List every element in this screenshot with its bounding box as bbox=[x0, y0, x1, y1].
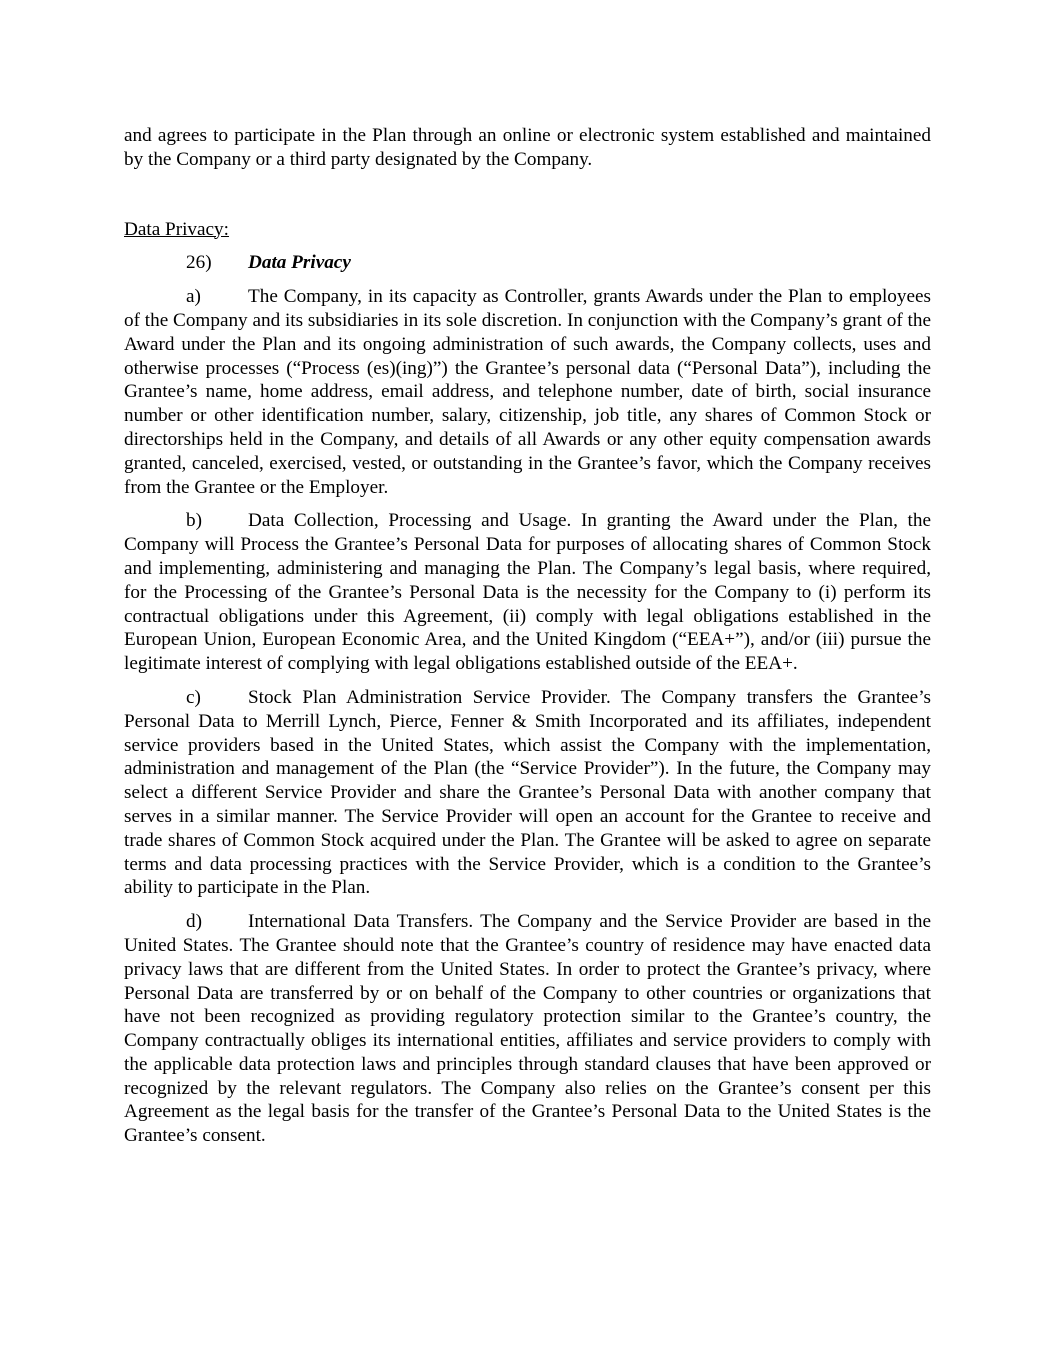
paragraph-marker: c) bbox=[186, 686, 201, 708]
section-number: 26) bbox=[186, 252, 212, 274]
paragraph-b bbox=[124, 509, 931, 676]
paragraph-marker: a) bbox=[186, 286, 201, 308]
paragraph-marker: b) bbox=[186, 510, 202, 532]
paragraph-d bbox=[124, 910, 931, 1148]
paragraph-marker: d) bbox=[186, 911, 202, 933]
section-label: Data Privacy: bbox=[124, 218, 229, 240]
paragraph-text: International Data Transfers. The Company and the Service Provider are based in the United States. The Grantee should note that the Grantee’s country of residence may have enacted data privacy laws that are different from the United States. In order to protect the Grantee’s privacy, where Personal Data are transferred by or on behalf of the Company to other countries or organizations that have not been recognized as providing regulatory protection similar to the Grantee’s country, the Company contractually obliges its international entities, affiliates and service providers to comply with the applicable data protection laws and principles through standard clauses that have been approved or recognized by the relevant regulators. The Company also relies on the Grantee’s consent per this Agreement as the legal basis for the transfer of the Grantee’s Personal Data to the United States is the Grantee’s consent. bbox=[124, 911, 931, 1147]
paragraph-text: Data Collection, Processing and Usage. In granting the Award under the Plan, the Company will Process the Grantee’s Personal Data for purposes of allocating shares of Common Stock and implementing, administering and managing the Plan. The Company’s legal basis, where required, for the Processing of the Grantee’s Personal Data is the necessity for the Company to (i) perform its contractual obligations under this Agreement, (ii) comply with legal obligations established in the European Union, European Economic Area, and the United Kingdom (“EEA+”), and/or (iii) pursue the legitimate interest of complying with legal obligations established outside of the EEA+. bbox=[124, 510, 931, 675]
paragraph-text: Stock Plan Administration Service Provider. The Company transfers the Grantee’s Personal Data to Merrill Lynch, Pierce, Fenner & Smith Incorporated and its affiliates, independent service providers based in the United States, which assist the Company with the implementation, administration and management of the Plan (the “Service Provider”). In the future, the Company may select a different Service Provider and share the Grantee’s Personal Data with another company that serves in a similar manner. The Service Provider will open an account for the Grantee to receive and trade shares of Common Stock acquired under the Plan. The Grantee will be asked to agree on separate terms and data processing practices with the Service Provider, which is a condition to the Grantee’s ability to participate in the Plan. bbox=[124, 686, 931, 899]
document-page bbox=[124, 124, 931, 1158]
section-heading bbox=[124, 251, 931, 275]
paragraph-c bbox=[124, 686, 931, 900]
paragraph-a bbox=[124, 285, 931, 499]
intro-paragraph: and agrees to participate in the Plan through an online or electronic system established and maintained by the Company or a third party designated by the Company. bbox=[124, 125, 931, 170]
section-title: Data Privacy bbox=[248, 252, 351, 274]
paragraph-text: The Company, in its capacity as Controller, grants Awards under the Plan to employees of the Company and its subsidiaries in its sole discretion. In conjunction with the Company’s grant of the Award under the Plan and its ongoing administration of such awards, the Company collects, uses and otherwise processes (“Process (es)(ing)”) the Grantee’s personal data (“Personal Data”), including the Grantee’s name, home address, email address, and telephone number, date of birth, social insurance number or other identification number, salary, citizenship, job title, any shares of Common Stock or directorships held in the Company, and details of all Awards or any other equity compensation awards granted, canceled, exercised, vested, or outstanding in the Grantee’s favor, which the Company receives from the Grantee or the Employer. bbox=[124, 286, 931, 498]
